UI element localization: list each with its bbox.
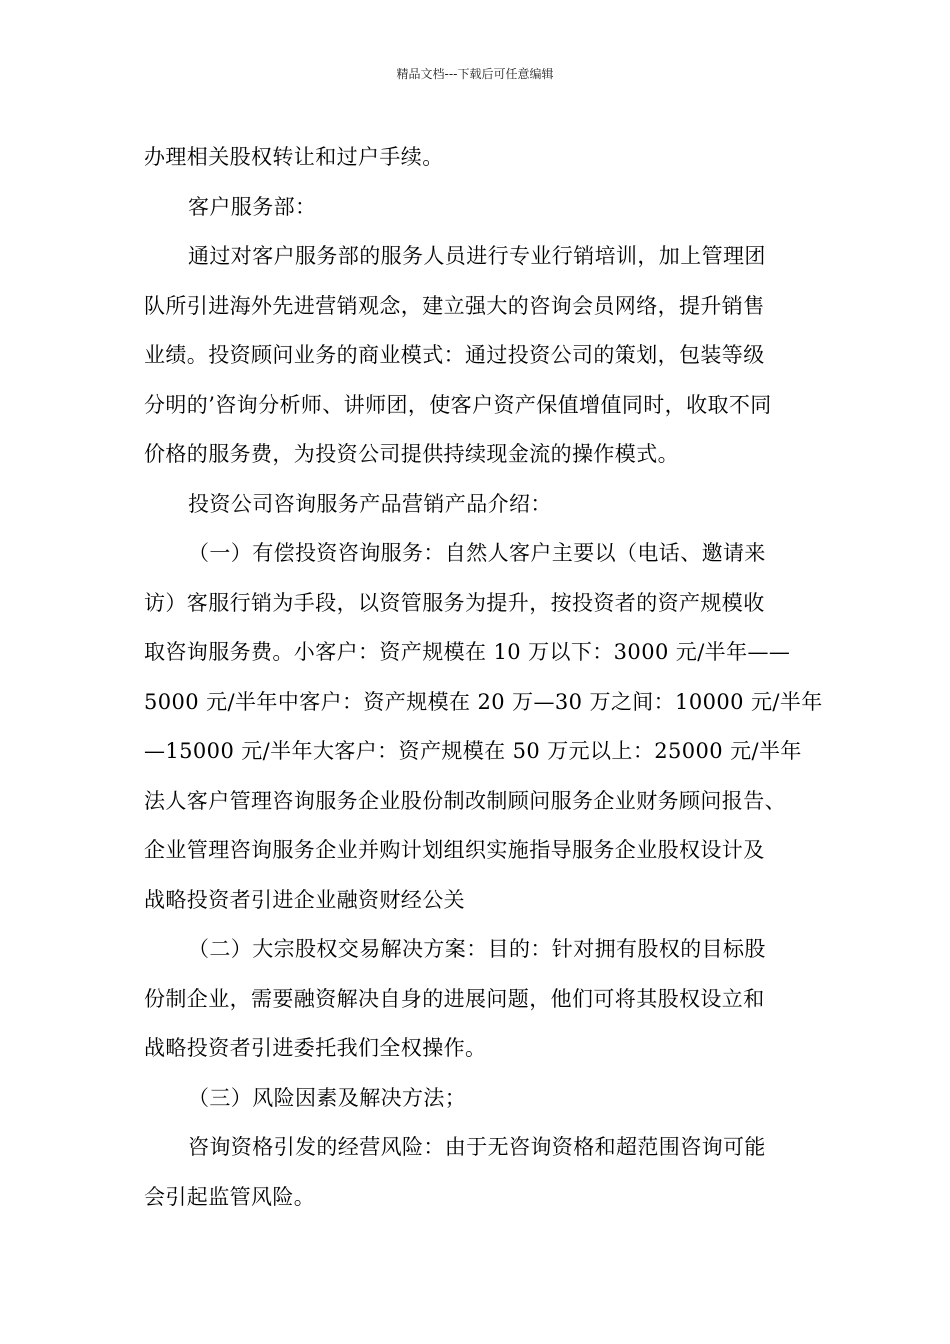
paragraph-customer-service-body: [144, 232, 814, 480]
paragraph-transfer-procedures: [144, 133, 814, 183]
paragraph-qualification-risk: [144, 1123, 814, 1222]
text-line: 业绩。投资顾问业务的商业模式：通过投资公司的策划，包装等级: [144, 343, 765, 367]
text-line: 客户服务部：: [188, 194, 317, 219]
paragraph-products-heading: [144, 480, 814, 530]
paragraph-customer-service-heading: [144, 183, 814, 233]
paragraph-equity-trading: [144, 925, 814, 1074]
text-line: （二）大宗股权交易解决方案：目的：针对拥有股权的目标股: [188, 937, 766, 961]
document-body: [144, 133, 823, 1222]
text-line: 企业管理咨询服务企业并购计划组织实施指导服务企业股权设计及: [144, 838, 765, 862]
text-line: 队所引进海外先进营销观念，建立强大的咨询会员网络，提升销售: [144, 293, 765, 318]
text-line: （一）有偿投资咨询服务：自然人客户主要以（电话、邀请来: [188, 541, 766, 565]
text-line: （三）风险因素及解决方法；: [188, 1085, 467, 1110]
text-line: 份制企业，需要融资解决自身的进展问题，他们可将其股权设立和: [144, 986, 765, 1011]
text-line: —15000 元/半年大客户：资产规模在 50 万元以上：25000 元/半年: [144, 739, 802, 763]
paragraph-risk-heading: [144, 1074, 814, 1124]
text-line: 访）客服行销为手段，以资管服务为提升，按投资者的资产规模收: [144, 590, 765, 615]
text-line: 价格的服务费，为投资公司提供持续现金流的操作模式。: [144, 442, 679, 466]
text-line: 5000 元/半年中客户：资产规模在 20 万—30 万之间：10000 元/半年: [144, 689, 823, 714]
text-line: 分明的’咨询分析师、讲师团，使客户资产保值增值同时，收取不同: [144, 392, 772, 417]
text-line: 战略投资者引进企业融资财经公关: [144, 887, 465, 912]
page-header: 精品文档---下载后可任意编辑: [396, 67, 554, 81]
text-line: 战略投资者引进委托我们全权操作。: [144, 1036, 487, 1060]
text-line: 通过对客户服务部的服务人员进行专业行销培训，加上管理团: [188, 244, 766, 268]
text-line: 投资公司咨询服务产品营销产品介绍：: [188, 491, 552, 516]
paragraph-paid-consulting: [144, 529, 823, 925]
text-line: 会引起监管风险。: [144, 1184, 316, 1209]
text-line: 办理相关股权转让和过户手续。: [144, 145, 444, 169]
text-line: 法人客户管理咨询服务企业股份制改制顾问服务企业财务顾问报告、: [144, 788, 786, 813]
text-line: 取咨询服务费。小客户：资产规模在 10 万以下：3000 元/半年——: [144, 640, 791, 664]
text-line: 咨询资格引发的经营风险：由于无咨询资格和超范围咨询可能: [188, 1135, 766, 1159]
